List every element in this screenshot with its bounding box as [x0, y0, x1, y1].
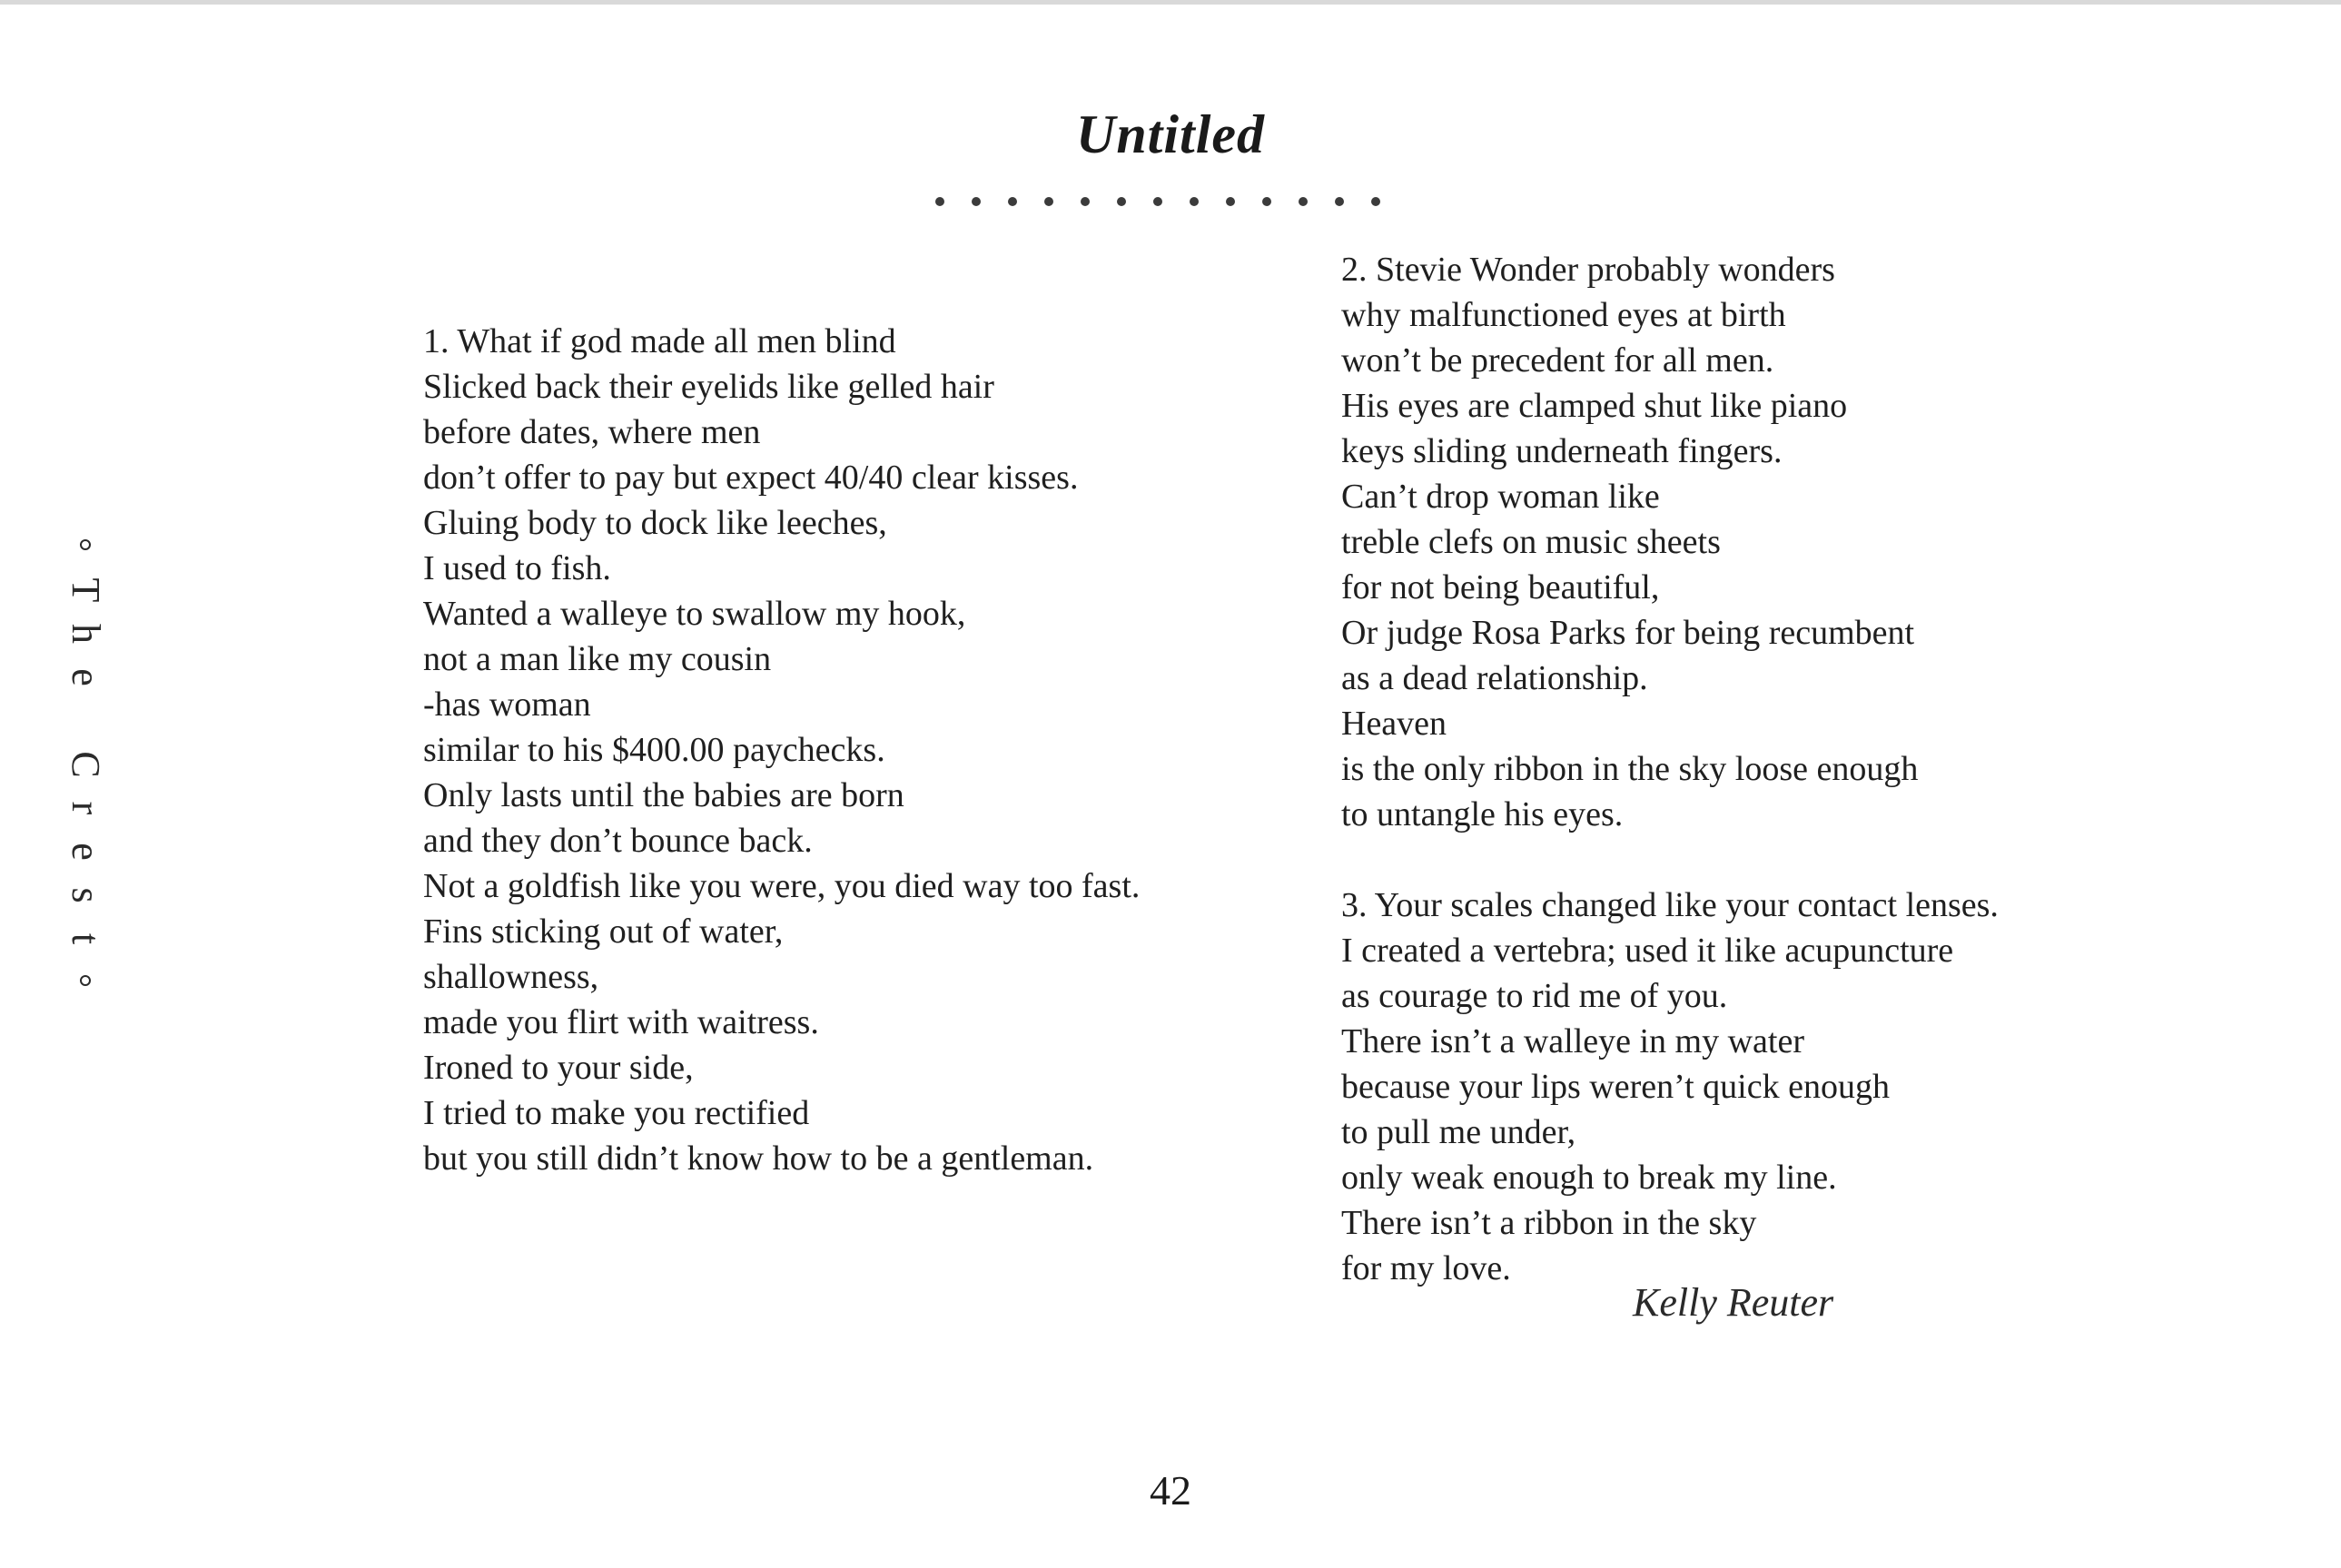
poem-line: for my love. [1341, 1249, 1511, 1287]
top-border-rule [0, 0, 2341, 5]
side-title-letter: C [64, 751, 108, 778]
poem-line: is the only ribbon in the sky loose enough [1341, 750, 1919, 788]
poem-line: 3. Your scales changed like your contact lenses. [1341, 886, 1999, 924]
title-dot-ornament [935, 195, 1380, 208]
poem-line: I used to fish. [423, 549, 611, 587]
poem-line: There isn’t a walleye in my water [1341, 1022, 1804, 1060]
side-title-letter: e [64, 668, 108, 686]
ornament-dot [1008, 197, 1017, 206]
poem-line: but you still didn’t know how to be a gentleman. [423, 1139, 1094, 1178]
poem-line: made you flirt with waitress. [423, 1003, 819, 1041]
side-title-letter: s [64, 887, 108, 903]
ornament-dot [972, 197, 981, 206]
side-title-letter: T [64, 577, 108, 603]
poem-line: Fins sticking out of water, [423, 912, 784, 951]
poem-line: as a dead relationship. [1341, 659, 1648, 697]
poem-line: 2. Stevie Wonder probably wonders [1341, 251, 1835, 289]
poem-line: Or judge Rosa Parks for being recumbent [1341, 614, 1915, 652]
ornament-dot [1190, 197, 1199, 206]
ornament-dot [1226, 197, 1235, 206]
ornament-dot [1262, 197, 1271, 206]
poem-line: because your lips weren’t quick enough [1341, 1068, 1890, 1106]
stanza-break [1341, 837, 1999, 883]
poem-line: His eyes are clamped shut like piano [1341, 387, 1848, 425]
poem-line: to pull me under, [1341, 1113, 1576, 1151]
side-publication-title [54, 525, 116, 1004]
side-title-letter: t [64, 932, 108, 945]
poem-line: Only lasts until the babies are born [423, 776, 904, 814]
poem-line: similar to his $400.00 paychecks. [423, 731, 885, 769]
poem-line: and they don’t bounce back. [423, 822, 813, 860]
poem-sections-2-3 [1341, 247, 1999, 1291]
ornament-dot [1335, 197, 1344, 206]
poem-line: before dates, where men [423, 413, 761, 451]
poem-line: not a man like my cousin [423, 640, 772, 678]
poem-title: Untitled [1075, 104, 1265, 164]
poem-line: Ironed to your side, [423, 1049, 694, 1087]
ornament-dot [1153, 197, 1162, 206]
side-title-bullet-bottom [80, 975, 91, 986]
poem-line: -has woman [423, 685, 591, 724]
poem-line: why malfunctioned eyes at birth [1341, 296, 1786, 334]
ornament-dot [935, 197, 944, 206]
poem-line: shallowness, [423, 958, 599, 996]
side-title-letter: r [64, 801, 108, 815]
poem-line: for not being beautiful, [1341, 568, 1660, 606]
poem-line: only weak enough to break my line. [1341, 1159, 1837, 1197]
ornament-dot [1117, 197, 1126, 206]
poem-line: Wanted a walleye to swallow my hook, [423, 595, 966, 633]
poem-line: don’t offer to pay but expect 40/40 clear kisses. [423, 459, 1079, 497]
poem-line: Heaven [1341, 705, 1447, 743]
side-title-letter: e [64, 843, 108, 861]
side-title-bullet-top [80, 539, 91, 550]
side-title-space [64, 699, 107, 743]
poem-section-1 [423, 319, 1140, 1181]
ornament-dot [1371, 197, 1380, 206]
poem-line: Slicked back their eyelids like gelled hair [423, 368, 994, 406]
poem-line: to untangle his eyes. [1341, 795, 1624, 833]
poem-line: keys sliding underneath fingers. [1341, 432, 1783, 470]
poem-line: I created a vertebra; used it like acupuncture [1341, 932, 1954, 970]
side-title-letter: h [64, 624, 108, 644]
poem-line: There isn’t a ribbon in the sky [1341, 1204, 1757, 1242]
poem-line: I tried to make you rectified [423, 1094, 810, 1132]
poem-line: Can’t drop woman like [1341, 478, 1660, 516]
ornament-dot [1044, 197, 1053, 206]
ornament-dot [1299, 197, 1308, 206]
ornament-dot [1081, 197, 1090, 206]
poem-line: won’t be precedent for all men. [1341, 341, 1774, 380]
poem-line: Not a goldfish like you were, you died way too fast. [423, 867, 1141, 905]
poem-line: 1. What if god made all men blind [423, 322, 896, 360]
poem-line: treble clefs on music sheets [1341, 523, 1721, 561]
page-number: 42 [1150, 1467, 1191, 1514]
author-byline: Kelly Reuter [1633, 1280, 1834, 1325]
poem-line: as courage to rid me of you. [1341, 977, 1728, 1015]
poem-line: Gluing body to dock like leeches, [423, 504, 887, 542]
